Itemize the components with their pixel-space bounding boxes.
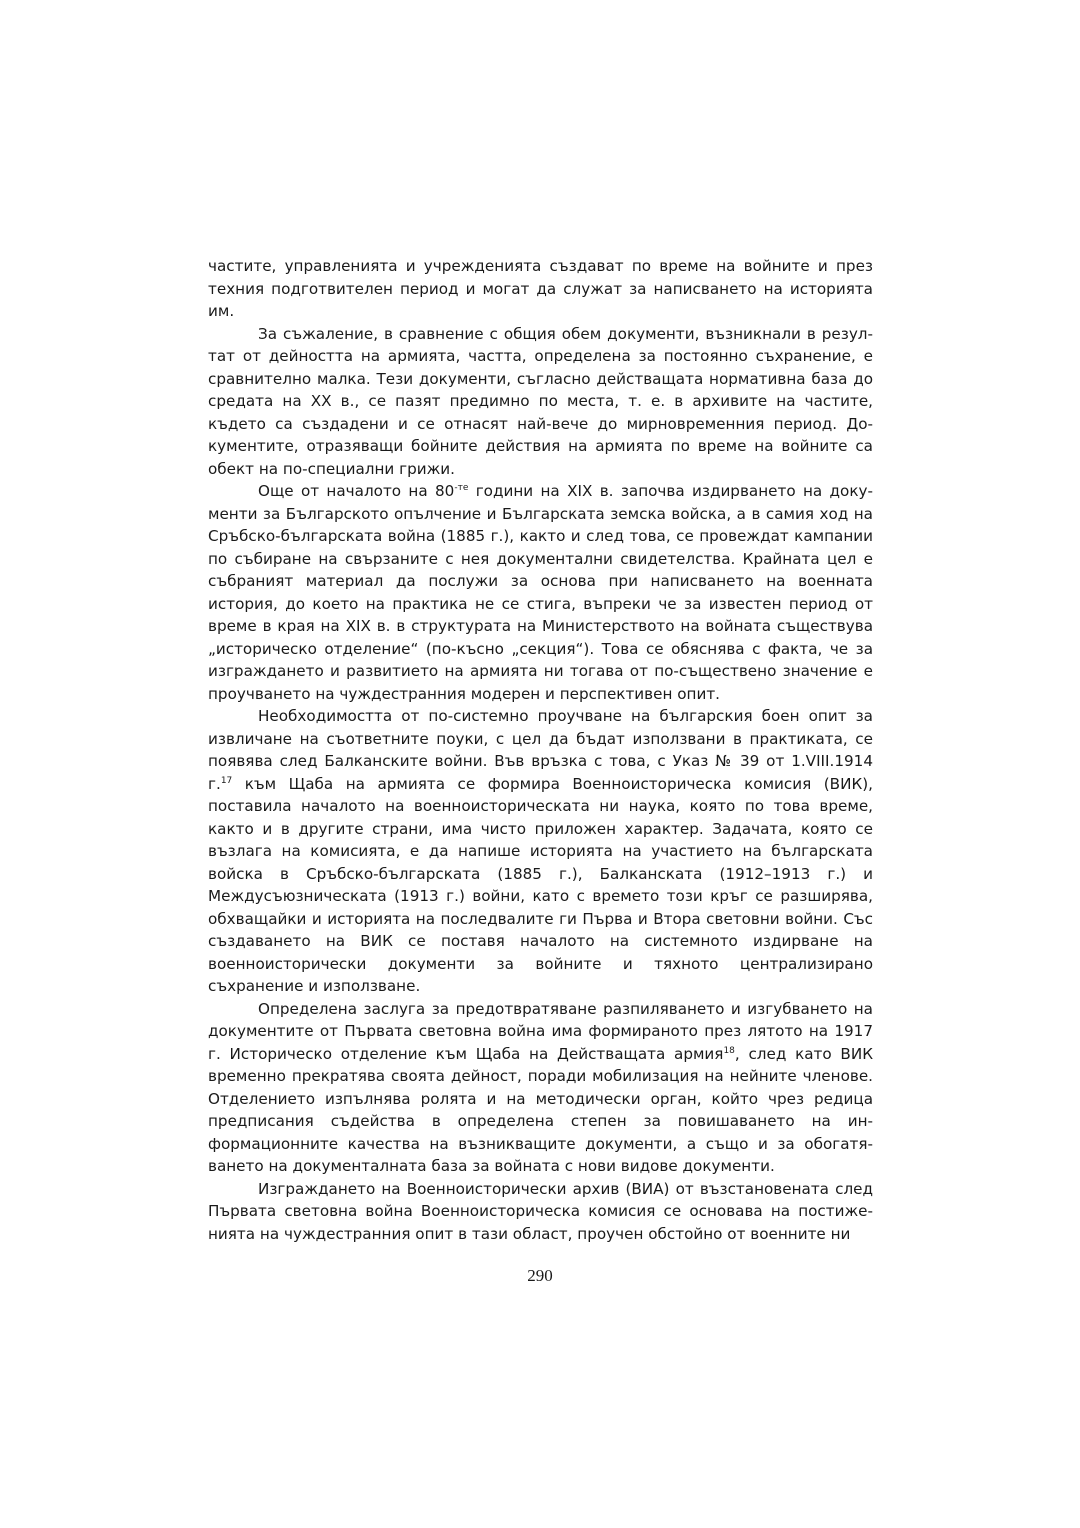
paragraph xyxy=(208,998,873,1178)
paragraph-text: Определена заслуга за предотвратяване разпиляването и изгубването на документите от Първата световна война има формираното през лятото на 1917 г. Историческо отделение към Щаба на Действащата армия xyxy=(208,999,873,1063)
paragraph xyxy=(208,1178,873,1246)
paragraph-text: Необходимостта от по-системно проучване на българския боен опит за извличане на съответните поуки, с цел да бъдат използвани в практиката, се появява след Балканските войни. Във връзка с това, с Указ № 39 от 1.VIII.1914 г. xyxy=(208,707,873,793)
paragraph xyxy=(208,323,873,481)
footnote-reference: 18 xyxy=(723,1045,735,1056)
page-number: 290 xyxy=(527,1266,553,1285)
paragraph-text: към Щаба на армията се формира Военноисторическа комисия (ВИК), поставила началото на военноисторическата ни наука, която по това време, както и в другите страни, има чисто приложен характер. Задачата, която се възлага на комисията, е да напише историята на участието на българската войска в Сръбско-българската (1885 г.), Балканската (1912–1913 г.) и Междусъюзническата (1913 г.) войни, като с времето този кръг се разширява, обхващайки и историята на последвалите ги Първа и Втора световни войни. Със създаването на ВИК се поставя началото на системното издирване на военноисторически документи за войните и тяхното централизирано съхранение и използване. xyxy=(208,774,873,995)
body-text xyxy=(208,255,873,1245)
paragraph-text: Изграждането на Военноисторически архив (ВИА) от възстановената след Първата световна война Военноисторическа комисия се основава на постиженията на чуждестранния опит в тази област, проучен обстойно от военните ни xyxy=(208,1179,873,1243)
paragraph-text: частите, управленията и учрежденията създават по време на войните и през техния подготвителен период и могат да служат за написването на историята им. xyxy=(208,257,873,320)
paragraph-text: , след като ВИК временно прекратява своята дейност, поради мобилизация на нейните членове. Отделението изпълнява ролята и на методически орган, който чрез редица предписания съдейства в определена степен за повишаването на информационните качества на възникващите документи, а също и за обогатяването на документалната база за войната с нови видове документи. xyxy=(208,1044,873,1175)
paragraph-text: години на XIX в. започва издирването на документи за Българското опълчение и Българската земска войска, а в самия ход на Сръбско-българската война (1885 г.), както и след това, се провеждат кампании по събиране на свързаните с нея документални свидетелства. Крайната цел е събраният материал да послужи за основа при написването на военната история, до което на практика не се стига, въпреки че за известен период от време в края на XIX в. в структурата на Министерството на войната съществува „историческо отделение“ (по-късно „секция“). Това се обяснява с факта, че за изграждането и развитието на армията ни тогава от по-съществено значение е проучването на чуждестранния модерен и перспективен опит. xyxy=(208,482,873,703)
paragraph-text: Още от началото на 80 xyxy=(258,482,455,500)
footnote-reference: 17 xyxy=(220,775,233,786)
paragraph xyxy=(208,480,873,705)
paragraph xyxy=(208,705,873,998)
paragraph-text: За съжаление, в сравнение с общия обем документи, възникнали в резултат от дейността на армията, частта, определена за постоянно съхранение, е сравнително малка. Тези документи, съгласно действащата нормативна база до средата на XX в., се пазят предимно по места, т. е. в архивите на частите, където са създадени и се отнасят най-вече до мирновременния период. Документите, отразяващи бойните действия на армията по време на войните са обект на по-специални грижи. xyxy=(208,324,873,478)
paragraph xyxy=(208,255,873,323)
footnote-reference: -те xyxy=(454,482,469,493)
